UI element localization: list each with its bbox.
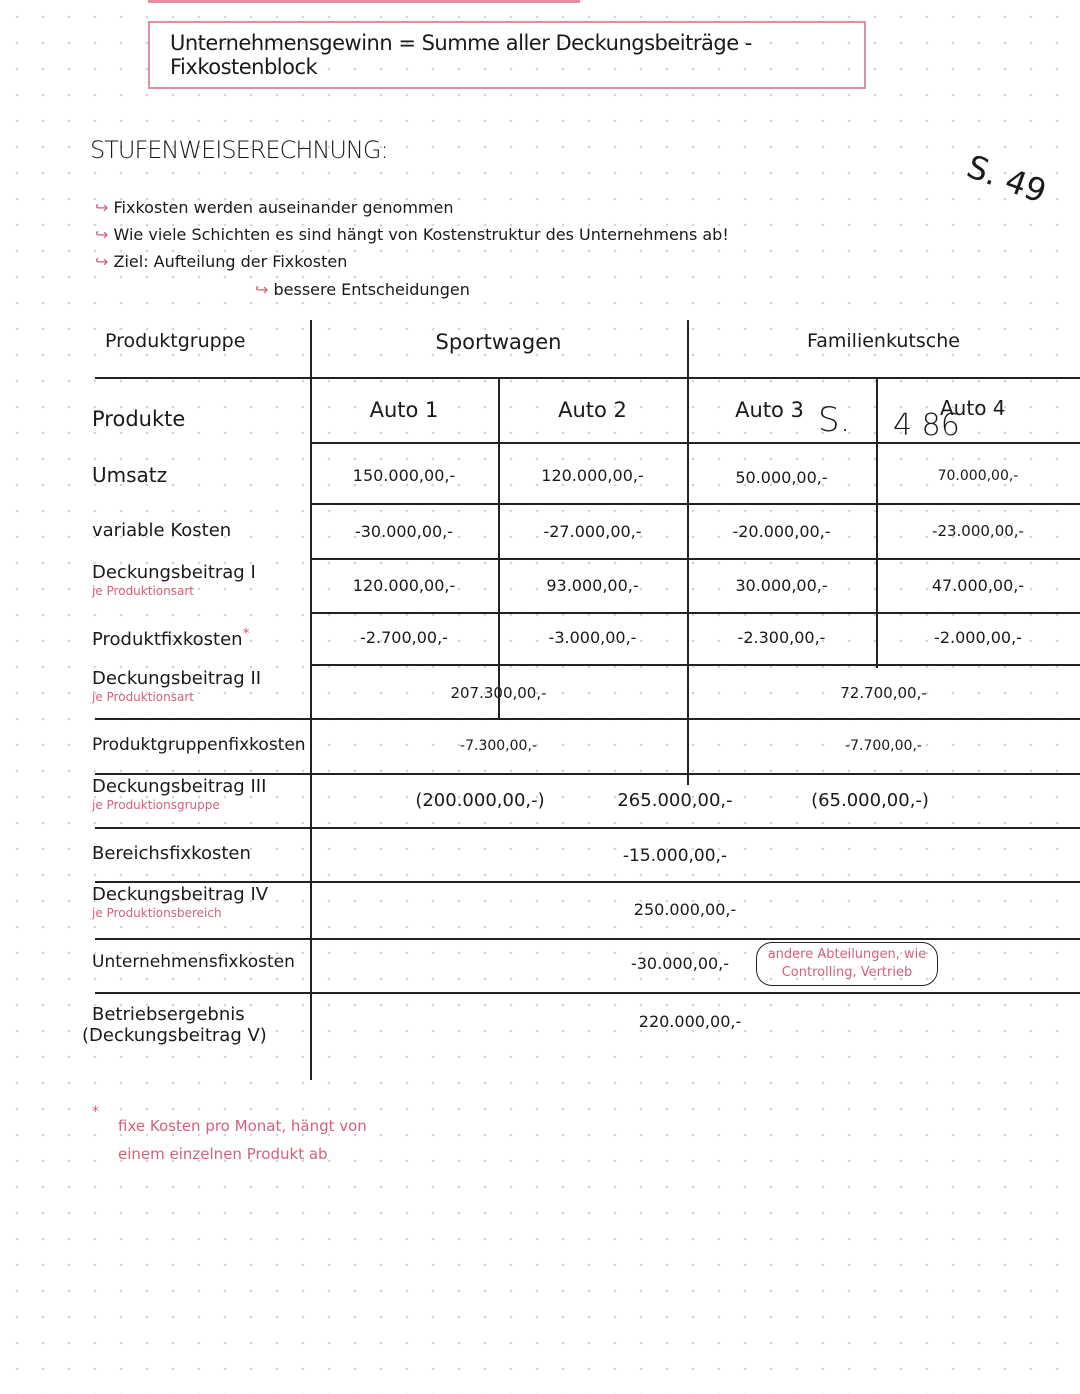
row-label-db2: Deckungsbeitrag II je Produktionsart: [92, 668, 262, 704]
cell-gruppenfix-sportwagen: -7.300,00,-: [460, 738, 537, 754]
note-departments: andere Abteilungen, wie Controlling, Vertrieb: [756, 942, 938, 986]
row-label-db1: Deckungsbeitrag I je Produktionsart: [92, 562, 256, 598]
cell-produktfix-auto4: -2.000,00,-: [934, 628, 1022, 647]
cell-umsatz-auto3: 50.000,00,-: [735, 468, 828, 487]
cell-db2-sportwagen: 207.300,00,-: [450, 684, 547, 702]
cell-db1-auto2: 93.000,00,-: [546, 576, 639, 595]
row-label-produktfixkosten: Produktfixkosten*: [92, 626, 250, 650]
cell-produktfix-auto1: -2.700,00,-: [360, 628, 448, 647]
cell-db4: 250.000,00,-: [633, 900, 737, 919]
row-label-db4: Deckungsbeitrag IV je Produktionsbereich: [92, 884, 269, 920]
row-label-umsatz: Umsatz: [92, 463, 168, 487]
table-hline: [95, 377, 1080, 379]
cell-unternehmensfix: -30.000,00,-: [630, 954, 730, 973]
row-label-betriebsergebnis: Betriebsergebnis (Deckungsbeitrag V): [82, 1004, 267, 1046]
table-hline: [95, 827, 1080, 829]
section-heading: STUFENWEISERECHNUNG:: [90, 136, 388, 164]
footnote-star: *: [242, 626, 250, 642]
product-auto-2: Auto 2: [558, 398, 627, 422]
row-sublabel: je Produktionsart: [92, 690, 194, 704]
table-hline: [310, 558, 1080, 560]
group-label: Produktgruppe: [105, 330, 246, 352]
bullet-item: ↪ Fixkosten werden auseinander genommen: [95, 198, 454, 217]
table-hline: [95, 938, 1080, 940]
group-familienkutsche: Familienkutsche: [807, 330, 960, 352]
table-hline: [95, 773, 1080, 775]
row-sublabel: je Produktionsbereich: [92, 906, 222, 920]
top-divider: [148, 0, 580, 3]
cell-betriebsergebnis: 220.000,00,-: [638, 1012, 742, 1031]
formula-box: [148, 21, 866, 89]
cell-gruppenfix-familienkutsche: -7.700,00,-: [845, 738, 922, 754]
cell-db3-sportwagen: (200.000,00,-): [415, 790, 545, 811]
table-hline: [95, 992, 1080, 994]
cell-variable-auto3: -20.000,00,-: [732, 522, 831, 541]
cell-produktfix-auto2: -3.000,00,-: [548, 628, 637, 647]
cell-umsatz-auto2: 120.000,00,-: [541, 466, 644, 485]
product-auto-3: Auto 3: [735, 398, 804, 422]
arrow-icon: ↪: [95, 225, 109, 244]
formula-text: Unternehmensgewinn = Summe aller Deckungsbeiträge - Fixkostenblock: [170, 31, 752, 79]
row-sublabel: je Produktionsgruppe: [92, 798, 220, 812]
table-vline: [687, 320, 689, 785]
footnote-star: *: [92, 1104, 99, 1120]
row-label-db3: Deckungsbeitrag III je Produktionsgruppe: [92, 776, 267, 812]
bullet-item: ↪ Ziel: Aufteilung der Fixkosten: [95, 252, 348, 271]
row-label-unternehmensfixkosten: Unternehmensfixkosten: [92, 952, 295, 972]
table-hline: [95, 881, 1080, 883]
product-auto-4: Auto 4: [940, 396, 1006, 420]
cell-produktfix-auto3: -2.300,00,-: [737, 628, 826, 647]
arrow-icon: ↪: [255, 280, 269, 299]
footnote: fixe Kosten pro Monat, hängt von einem einzelnen Produkt ab: [118, 1117, 367, 1163]
cell-db3-total: 265.000,00,-: [617, 790, 733, 811]
cell-umsatz-auto1: 150.000,00,-: [352, 466, 456, 485]
products-label: Produkte: [92, 407, 186, 431]
cell-db1-auto4: 47.000,00,-: [931, 576, 1025, 595]
row-sublabel: je Produktionsart: [92, 584, 194, 598]
row-label-produktgruppenfixkosten: Produktgruppenfixkosten: [92, 735, 306, 755]
group-sportwagen: Sportwagen: [435, 330, 562, 354]
table-hline: [310, 612, 1080, 614]
cell-db2-familienkutsche: 72.700,00,-: [840, 684, 927, 702]
page-reference: S. 49: [961, 147, 1052, 211]
cell-variable-auto4: -23.000,00,-: [932, 522, 1024, 540]
row-label-bereichsfixkosten: Bereichsfixkosten: [92, 843, 251, 864]
table-hline: [310, 503, 1080, 505]
cell-variable-auto2: -27.000,00,-: [543, 522, 642, 541]
table-hline: [310, 442, 1080, 444]
cell-variable-auto1: -30.000,00,-: [354, 522, 454, 541]
cell-db3-familienkutsche: (65.000,00,-): [811, 790, 929, 811]
product-auto-1: Auto 1: [369, 398, 439, 422]
bullet-subitem: ↪ bessere Entscheidungen: [255, 280, 470, 299]
row-label-variable-kosten: variable Kosten: [92, 520, 232, 541]
cell-db1-auto3: 30.000,00,-: [735, 576, 828, 595]
cell-db1-auto1: 120.000,00,-: [352, 576, 456, 595]
cell-umsatz-auto4: 70.000,00,-: [937, 468, 1019, 484]
table-hline: [95, 718, 1080, 720]
table-hline: [310, 664, 1080, 666]
arrow-icon: ↪: [95, 198, 109, 217]
table-vline: [498, 378, 500, 718]
annotation-auto4: 4 86: [893, 408, 960, 443]
arrow-icon: ↪: [95, 252, 109, 271]
bullet-item: ↪ Wie viele Schichten es sind hängt von Kostenstruktur des Unternehmens ab!: [95, 225, 729, 244]
annotation-auto3: S.: [818, 400, 851, 440]
cell-bereichsfix: -15.000,00,-: [622, 846, 728, 866]
